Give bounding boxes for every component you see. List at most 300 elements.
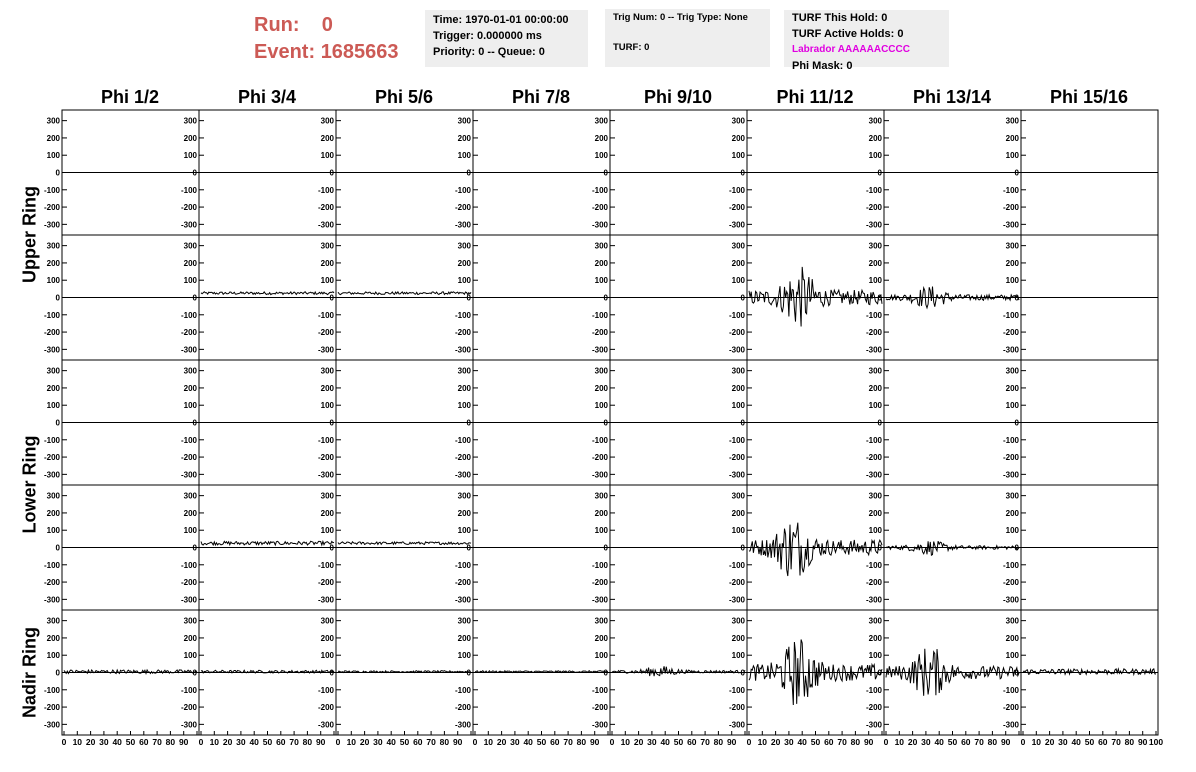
y-tick-label: 0 <box>740 668 745 678</box>
y-tick-label: 200 <box>731 633 745 643</box>
x-tick-label: 40 <box>523 737 533 747</box>
y-tick-label: 100 <box>868 151 882 161</box>
y-tick-label: -300 <box>865 720 882 730</box>
x-tick-label: 40 <box>797 737 807 747</box>
panel-r3-c3 <box>318 360 473 485</box>
y-tick-label: -200 <box>1002 203 1019 213</box>
y-tick-label: -100 <box>1002 685 1019 695</box>
y-tick-label: 100 <box>457 151 471 161</box>
x-tick-label: 40 <box>386 737 396 747</box>
y-tick-label: -100 <box>317 185 334 195</box>
priority-text: Priority: 0 -- Queue: 0 <box>433 46 545 58</box>
y-tick-label: 300 <box>594 616 608 626</box>
y-tick-label: -200 <box>591 453 608 463</box>
x-tick-label: 0 <box>609 737 615 747</box>
y-tick-label: 100 <box>320 401 334 411</box>
y-tick-label: -100 <box>728 185 745 195</box>
y-tick-label: -200 <box>180 703 197 713</box>
y-tick-label: -300 <box>1002 720 1019 730</box>
waveform <box>201 292 334 295</box>
y-tick-label: 300 <box>868 241 882 251</box>
y-tick-label: 100 <box>457 651 471 661</box>
x-tick-label: 60 <box>824 737 834 747</box>
y-tick-label: -100 <box>1002 185 1019 195</box>
y-tick-label: -100 <box>454 435 471 445</box>
waveform <box>612 666 745 676</box>
y-tick-label: 0 <box>877 543 882 553</box>
y-tick-label: -100 <box>43 310 60 320</box>
x-tick-label: 50 <box>810 737 821 747</box>
y-tick-label: 300 <box>320 491 334 501</box>
x-tick-label: 20 <box>496 737 507 747</box>
y-tick-label: 100 <box>183 651 197 661</box>
panel-r3-c7 <box>866 360 1021 485</box>
y-tick-label: 0 <box>466 668 471 678</box>
row-label-2: Lower Ring <box>19 435 40 534</box>
y-tick-label: -100 <box>43 685 60 695</box>
x-tick-label: 60 <box>413 737 423 747</box>
x-tick-label: 80 <box>165 737 176 747</box>
y-tick-label: -200 <box>43 203 60 213</box>
y-tick-label: 0 <box>603 168 608 178</box>
y-tick-label: 100 <box>320 276 334 286</box>
y-tick-label: -300 <box>1002 470 1019 480</box>
turf-text: TURF: 0 <box>613 42 650 53</box>
y-tick-label: -200 <box>591 203 608 213</box>
y-tick-label: -200 <box>43 703 60 713</box>
y-tick-label: -200 <box>865 578 882 588</box>
y-tick-label: 0 <box>55 418 60 428</box>
column-header-8: Phi 15/16 <box>1049 87 1129 107</box>
y-tick-label: 300 <box>594 366 608 376</box>
y-tick-label: -200 <box>454 578 471 588</box>
x-tick-label: 10 <box>757 737 768 747</box>
y-tick-label: -300 <box>454 720 471 730</box>
y-tick-label: 100 <box>46 151 60 161</box>
y-tick-label: 200 <box>457 508 471 518</box>
y-tick-label: 200 <box>46 258 60 268</box>
column-header-6: Phi 11/12 <box>776 87 854 107</box>
y-tick-label: -200 <box>728 328 745 338</box>
panel-r3-c5 <box>592 360 747 485</box>
y-tick-label: -200 <box>1002 328 1019 338</box>
panel-r5-c2 <box>178 610 336 747</box>
y-tick-label: -100 <box>454 685 471 695</box>
panel-r2-c5 <box>592 235 747 360</box>
panel-r1-c3 <box>318 110 473 235</box>
y-tick-label: 100 <box>457 526 471 536</box>
y-tick-label: -100 <box>865 185 882 195</box>
y-tick-label: 100 <box>320 651 334 661</box>
panel-r3-c4 <box>455 360 610 485</box>
y-tick-label: 300 <box>868 491 882 501</box>
y-tick-label: 300 <box>320 616 334 626</box>
y-tick-label: -100 <box>43 435 60 445</box>
x-tick-label: 80 <box>439 737 450 747</box>
x-tick-label: 50 <box>399 737 410 747</box>
x-tick-label: 90 <box>1000 737 1011 747</box>
y-tick-label: 100 <box>868 276 882 286</box>
x-tick-label: 20 <box>359 737 370 747</box>
panel-r2-c2 <box>181 235 336 360</box>
panel-r3-c1 <box>44 360 199 485</box>
waveform <box>338 292 471 295</box>
column-header-4: Phi 7/8 <box>511 87 571 107</box>
y-tick-label: -300 <box>591 470 608 480</box>
y-tick-label: -300 <box>317 345 334 355</box>
x-tick-label: 30 <box>373 737 383 747</box>
y-tick-label: 0 <box>466 543 471 553</box>
y-tick-label: 200 <box>731 383 745 393</box>
x-tick-label: 30 <box>236 737 246 747</box>
time-text: Time: 1970-01-01 00:00:00 <box>433 14 569 26</box>
y-tick-label: 0 <box>877 418 882 428</box>
y-tick-label: -100 <box>591 685 608 695</box>
y-tick-label: 100 <box>731 526 745 536</box>
y-tick-label: 0 <box>603 543 608 553</box>
y-tick-label: -100 <box>454 185 471 195</box>
y-tick-label: -100 <box>180 435 197 445</box>
panel-r5-c7 <box>863 610 1021 747</box>
turf-active-text: TURF Active Holds: 0 <box>792 28 904 40</box>
y-tick-label: -100 <box>865 560 882 570</box>
y-tick-label: -300 <box>454 470 471 480</box>
event-label: Event: <box>254 41 316 63</box>
y-tick-label: 200 <box>594 633 608 643</box>
column-header-7: Phi 13/14 <box>912 87 992 107</box>
y-tick-label: 0 <box>740 293 745 303</box>
y-tick-label: 200 <box>1005 258 1019 268</box>
panel-r4-c8 <box>1003 485 1158 610</box>
y-tick-label: 300 <box>183 491 197 501</box>
y-tick-label: -300 <box>728 470 745 480</box>
y-tick-label: -300 <box>317 595 334 605</box>
y-tick-label: -100 <box>728 560 745 570</box>
panel-r5-c4 <box>452 610 610 747</box>
panel-r2-c4 <box>455 235 610 360</box>
y-tick-label: 200 <box>1005 383 1019 393</box>
y-tick-label: -300 <box>865 220 882 230</box>
x-tick-label: 60 <box>139 737 149 747</box>
y-tick-label: -200 <box>728 703 745 713</box>
x-tick-label: 90 <box>863 737 874 747</box>
y-tick-label: 300 <box>594 491 608 501</box>
row-label-1: Upper Ring <box>19 186 40 283</box>
y-tick-label: 0 <box>1014 543 1019 553</box>
y-tick-label: 200 <box>868 383 882 393</box>
y-tick-label: -300 <box>1002 595 1019 605</box>
x-tick-label: 30 <box>647 737 657 747</box>
y-tick-label: 200 <box>594 133 608 143</box>
x-tick-label: 80 <box>576 737 587 747</box>
y-tick-label: 300 <box>868 616 882 626</box>
y-tick-label: -200 <box>1002 578 1019 588</box>
panel-r2-c1 <box>44 235 199 360</box>
x-tick-label: 30 <box>1058 737 1068 747</box>
x-tick-label: 20 <box>85 737 96 747</box>
panel-r3-c2 <box>181 360 336 485</box>
y-tick-label: -100 <box>728 310 745 320</box>
panel-r1-c1 <box>44 110 199 235</box>
row-label-3: Nadir Ring <box>19 626 40 718</box>
y-tick-label: -100 <box>317 685 334 695</box>
y-tick-label: 0 <box>603 293 608 303</box>
y-tick-label: 300 <box>46 116 60 126</box>
y-tick-label: 200 <box>1005 133 1019 143</box>
y-tick-label: 0 <box>1014 293 1019 303</box>
y-tick-label: -100 <box>180 185 197 195</box>
y-tick-label: -200 <box>317 203 334 213</box>
x-tick-label: 70 <box>700 737 710 747</box>
y-tick-label: -100 <box>728 435 745 445</box>
x-tick-label: 80 <box>713 737 724 747</box>
y-tick-label: 200 <box>183 383 197 393</box>
x-tick-label: 90 <box>726 737 737 747</box>
y-tick-label: -300 <box>728 345 745 355</box>
y-tick-label: -200 <box>728 578 745 588</box>
y-tick-label: 100 <box>183 401 197 411</box>
x-tick-label: 10 <box>894 737 905 747</box>
y-tick-label: -300 <box>865 470 882 480</box>
y-tick-label: -200 <box>865 328 882 338</box>
waveform <box>886 541 1019 555</box>
x-tick-label: 20 <box>222 737 233 747</box>
y-tick-label: -100 <box>591 560 608 570</box>
x-tick-label: 80 <box>302 737 313 747</box>
y-tick-label: 0 <box>1014 668 1019 678</box>
y-tick-label: -300 <box>454 595 471 605</box>
y-tick-label: 200 <box>594 383 608 393</box>
y-tick-label: 200 <box>46 633 60 643</box>
waveform <box>338 542 471 545</box>
x-tick-label: 90 <box>178 737 189 747</box>
panel-r4-c5 <box>592 485 747 610</box>
x-tick-label: 30 <box>784 737 794 747</box>
y-tick-label: 100 <box>1005 276 1019 286</box>
run-value: 0 <box>321 14 333 36</box>
y-tick-label: 100 <box>457 401 471 411</box>
x-tick-label: 90 <box>315 737 326 747</box>
y-tick-label: 100 <box>1005 151 1019 161</box>
x-tick-label: 90 <box>452 737 463 747</box>
y-tick-label: 300 <box>594 241 608 251</box>
y-tick-label: 300 <box>594 116 608 126</box>
y-tick-label: 300 <box>320 366 334 376</box>
y-tick-label: -300 <box>317 220 334 230</box>
panel-r3-c8 <box>1003 360 1158 485</box>
y-tick-label: -300 <box>317 470 334 480</box>
x-tick-label: 80 <box>987 737 998 747</box>
x-tick-label: 60 <box>1098 737 1108 747</box>
x-tick-label: 10 <box>72 737 83 747</box>
x-tick-label: 60 <box>687 737 697 747</box>
y-tick-label: 0 <box>877 168 882 178</box>
y-tick-label: 300 <box>1005 366 1019 376</box>
y-tick-label: 0 <box>877 293 882 303</box>
x-tick-label: 10 <box>1031 737 1042 747</box>
y-tick-label: -100 <box>317 310 334 320</box>
x-tick-label: 20 <box>1044 737 1055 747</box>
y-tick-label: 200 <box>46 508 60 518</box>
y-tick-label: 300 <box>46 491 60 501</box>
x-tick-label: 0 <box>61 737 67 747</box>
y-tick-label: 100 <box>594 276 608 286</box>
y-tick-label: 200 <box>594 508 608 518</box>
y-tick-label: -100 <box>728 685 745 695</box>
y-tick-label: 300 <box>731 241 745 251</box>
y-tick-label: 100 <box>731 151 745 161</box>
y-tick-label: 0 <box>55 293 60 303</box>
y-tick-label: 200 <box>868 508 882 518</box>
x-tick-label: 50 <box>125 737 136 747</box>
x-tick-label: 30 <box>99 737 109 747</box>
x-tick-label: 10 <box>346 737 357 747</box>
y-tick-label: -200 <box>865 203 882 213</box>
y-tick-label: -300 <box>43 720 60 730</box>
y-tick-label: 0 <box>55 168 60 178</box>
y-tick-label: -200 <box>728 203 745 213</box>
y-tick-label: -300 <box>591 595 608 605</box>
x-tick-label: 40 <box>934 737 944 747</box>
y-tick-label: -100 <box>43 560 60 570</box>
x-tick-label: 70 <box>563 737 573 747</box>
panel-r5-c3 <box>315 610 473 747</box>
y-tick-label: 100 <box>868 526 882 536</box>
y-tick-label: -100 <box>865 310 882 320</box>
y-tick-label: 100 <box>46 651 60 661</box>
y-tick-label: 300 <box>1005 491 1019 501</box>
y-tick-label: 200 <box>731 508 745 518</box>
y-tick-label: 300 <box>731 366 745 376</box>
y-tick-label: -300 <box>180 595 197 605</box>
y-tick-label: 200 <box>1005 633 1019 643</box>
y-tick-label: 0 <box>329 418 334 428</box>
y-tick-label: -200 <box>454 453 471 463</box>
y-tick-label: -200 <box>454 203 471 213</box>
y-tick-label: -200 <box>180 328 197 338</box>
y-tick-label: -300 <box>180 470 197 480</box>
y-tick-label: -300 <box>591 720 608 730</box>
panel-r5-c8 <box>1000 610 1164 747</box>
y-tick-label: 200 <box>183 258 197 268</box>
y-tick-label: -300 <box>43 470 60 480</box>
x-tick-label: 100 <box>1148 737 1164 747</box>
x-tick-label: 20 <box>907 737 918 747</box>
y-tick-label: -200 <box>180 578 197 588</box>
y-tick-label: -300 <box>317 720 334 730</box>
panel-r4-c1 <box>44 485 199 610</box>
y-tick-label: 300 <box>183 616 197 626</box>
y-tick-label: 200 <box>183 133 197 143</box>
panel-r1-c2 <box>181 110 336 235</box>
y-tick-label: 200 <box>320 383 334 393</box>
y-tick-label: 0 <box>740 418 745 428</box>
y-tick-label: 200 <box>46 133 60 143</box>
phi-mask-text: Phi Mask: 0 <box>792 60 853 72</box>
y-tick-label: -300 <box>728 720 745 730</box>
y-tick-label: 300 <box>731 616 745 626</box>
waveform <box>201 541 334 545</box>
labrador-text: Labrador AAAAAACCCC <box>792 44 910 55</box>
panel-r5-c1 <box>44 610 199 747</box>
y-tick-label: 300 <box>731 491 745 501</box>
y-tick-label: 0 <box>466 168 471 178</box>
y-tick-label: -300 <box>454 220 471 230</box>
panel-r4-c6 <box>729 485 884 610</box>
y-tick-label: -300 <box>728 220 745 230</box>
column-header-2: Phi 3/4 <box>237 87 297 107</box>
panel-r2-c8 <box>1003 235 1158 360</box>
y-tick-label: 0 <box>329 543 334 553</box>
y-tick-label: 200 <box>457 383 471 393</box>
x-tick-label: 70 <box>152 737 162 747</box>
panel-r3-c6 <box>729 360 884 485</box>
y-tick-label: 100 <box>868 651 882 661</box>
y-tick-label: -200 <box>317 703 334 713</box>
panel-r5-c6 <box>726 610 884 747</box>
y-tick-label: -100 <box>317 560 334 570</box>
y-tick-label: -100 <box>1002 435 1019 445</box>
y-tick-label: -100 <box>180 560 197 570</box>
panel-r1-c4 <box>455 110 610 235</box>
y-tick-label: 300 <box>1005 241 1019 251</box>
y-tick-label: 200 <box>320 258 334 268</box>
y-tick-label: -100 <box>43 185 60 195</box>
y-tick-label: 200 <box>320 133 334 143</box>
y-tick-label: -300 <box>865 595 882 605</box>
x-tick-label: 40 <box>660 737 670 747</box>
y-tick-label: 200 <box>320 633 334 643</box>
y-tick-label: 200 <box>457 258 471 268</box>
y-tick-label: 0 <box>192 418 197 428</box>
column-header-5: Phi 9/10 <box>643 87 713 107</box>
y-tick-label: 300 <box>1005 116 1019 126</box>
y-tick-label: -100 <box>317 435 334 445</box>
panel-r4-c3 <box>318 485 473 610</box>
y-tick-label: 300 <box>183 366 197 376</box>
x-tick-label: 70 <box>974 737 984 747</box>
x-tick-label: 70 <box>837 737 847 747</box>
y-tick-label: 300 <box>46 241 60 251</box>
x-tick-label: 70 <box>1111 737 1121 747</box>
y-tick-label: -200 <box>317 578 334 588</box>
y-tick-label: -200 <box>317 453 334 463</box>
run-label: Run: <box>254 14 300 36</box>
y-tick-label: -300 <box>43 220 60 230</box>
y-tick-label: 0 <box>55 668 60 678</box>
y-tick-label: 0 <box>466 418 471 428</box>
panel-r4-c2 <box>181 485 336 610</box>
x-tick-label: 50 <box>947 737 958 747</box>
y-tick-label: -100 <box>1002 310 1019 320</box>
y-tick-label: 0 <box>192 293 197 303</box>
x-tick-label: 10 <box>209 737 220 747</box>
y-tick-label: 200 <box>731 258 745 268</box>
y-tick-label: 0 <box>55 543 60 553</box>
y-tick-label: -200 <box>454 328 471 338</box>
y-tick-label: 200 <box>46 383 60 393</box>
x-tick-label: 40 <box>112 737 122 747</box>
y-tick-label: 100 <box>320 526 334 536</box>
y-tick-label: 100 <box>1005 651 1019 661</box>
panel-r5-c5 <box>589 610 747 747</box>
y-tick-label: 100 <box>731 401 745 411</box>
y-tick-label: -300 <box>43 595 60 605</box>
x-tick-label: 30 <box>510 737 520 747</box>
y-tick-label: 200 <box>731 133 745 143</box>
x-tick-label: 40 <box>1071 737 1081 747</box>
x-tick-label: 90 <box>589 737 600 747</box>
